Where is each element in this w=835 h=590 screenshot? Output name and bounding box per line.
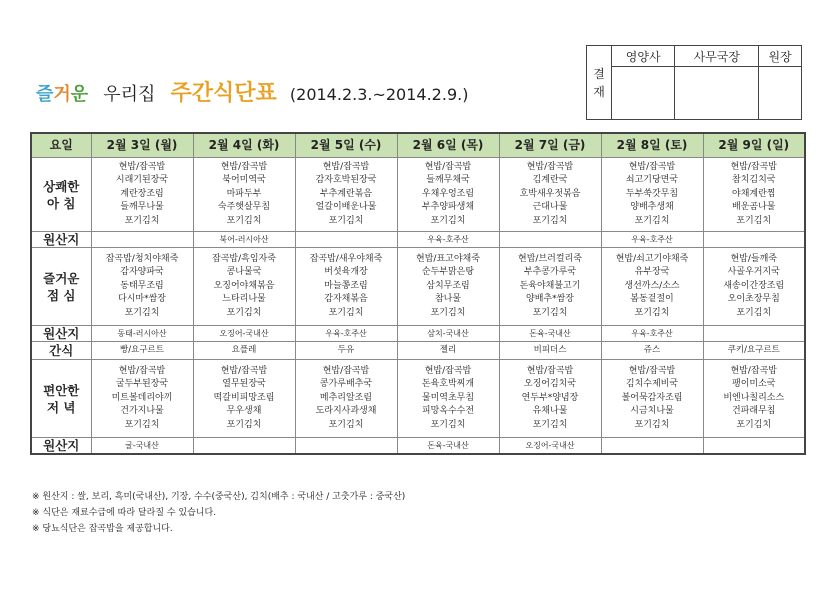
dish: 포기김치 xyxy=(532,307,568,318)
dish: 팽이미소국 xyxy=(732,379,776,390)
dish: 근대나물 xyxy=(532,202,568,213)
meal-cell xyxy=(91,360,193,438)
dish: 포기김치 xyxy=(430,419,466,430)
dish: 느타리나물 xyxy=(222,294,266,305)
origin-cell xyxy=(193,438,295,455)
meal-cell xyxy=(601,360,703,438)
dish: 현밥/잡곡밥 xyxy=(424,365,472,376)
dish: 김치수제비국 xyxy=(625,379,679,390)
dish: 콩가루배추국 xyxy=(319,379,373,390)
approval-role-secretary: 사무국장 xyxy=(675,46,759,67)
dish: 삼치무조림 xyxy=(426,280,470,291)
origin-cell xyxy=(295,438,397,455)
dish: 얼갈이배운나물 xyxy=(315,202,377,213)
dish: 부추콩가루국 xyxy=(523,267,577,278)
dish: 동태무조림 xyxy=(120,280,164,291)
dish: 현밥/잡곡밥 xyxy=(628,365,676,376)
dish: 양배추생채 xyxy=(630,202,674,213)
day-header-mon: 2월 3일 (월) xyxy=(91,133,193,158)
dish: 돈육호박찌개 xyxy=(421,379,475,390)
dish: 포기김치 xyxy=(634,215,670,226)
dish: 감자채볶음 xyxy=(324,294,368,305)
dish: 마늘쫑조림 xyxy=(324,280,368,291)
dish: 양배추*쌈장 xyxy=(526,294,574,305)
day-header-sun: 2월 9일 (일) xyxy=(703,133,805,158)
dish: 두부쑥갓무침 xyxy=(625,188,679,199)
dish: 현밥/잡곡밥 xyxy=(220,365,268,376)
dish: 포기김치 xyxy=(430,307,466,318)
approval-sign-secretary[interactable] xyxy=(675,67,759,120)
snack-cell: 빵/요구르트 xyxy=(91,342,193,360)
dish: 포기김치 xyxy=(328,215,364,226)
dish: 콩나물국 xyxy=(226,267,262,278)
dish: 피망옥수수전 xyxy=(421,406,475,417)
dish: 현밥/잡곡밥 xyxy=(322,161,370,172)
dish: 현밥/잡곡밥 xyxy=(730,161,777,172)
approval-role-director: 원장 xyxy=(759,46,802,67)
dish: 현밥/잡곡밥 xyxy=(220,161,268,172)
dish: 포기김치 xyxy=(124,215,160,226)
dish: 포기김치 xyxy=(430,215,466,226)
snack-cell: 쥬스 xyxy=(601,342,703,360)
dish: 현밥/표고야채죽 xyxy=(416,253,480,264)
lunch-row xyxy=(31,248,805,326)
dish: 메추리알조림 xyxy=(319,392,373,403)
snack-cell: 젤리 xyxy=(397,342,499,360)
dish: 오징어야채볶음 xyxy=(213,280,275,291)
dish: 생선까스/소스 xyxy=(624,280,680,291)
meal-cell xyxy=(295,248,397,326)
dish: 김계란국 xyxy=(532,175,568,186)
day-header-sat: 2월 8일 (토) xyxy=(601,133,703,158)
dish: 현밥/들깨죽 xyxy=(730,253,777,264)
meal-cell xyxy=(703,158,805,232)
dish: 볼어묵감자조림 xyxy=(621,392,683,403)
dish: 우채우엉조림 xyxy=(421,188,475,199)
approval-box xyxy=(586,45,802,120)
meal-cell xyxy=(193,360,295,438)
dish: 현밥/잡곡밥 xyxy=(118,365,166,376)
meal-cell xyxy=(601,248,703,326)
day-header-row xyxy=(31,133,805,158)
day-header-fri: 2월 7일 (금) xyxy=(499,133,601,158)
dish: 감자양파국 xyxy=(120,267,164,278)
breakfast-row xyxy=(31,158,805,232)
dish: 참나물 xyxy=(434,294,462,305)
dinner-row xyxy=(31,360,805,438)
dish: 감자호박된장국 xyxy=(315,175,377,186)
dish: 현밥/잡곡밥 xyxy=(526,365,574,376)
dish: 건파래무침 xyxy=(732,406,776,417)
meal-cell xyxy=(703,360,805,438)
snack-cell: 두유 xyxy=(295,342,397,360)
meal-cell xyxy=(193,158,295,232)
meal-cell xyxy=(295,158,397,232)
dinner-origin-row xyxy=(31,438,805,455)
dish: 오이초장무침 xyxy=(727,294,780,305)
approval-side-label: 결 재 xyxy=(587,46,612,120)
origin-cell xyxy=(601,438,703,455)
dish: 오징어김치국 xyxy=(523,379,577,390)
dish: 비엔나칠리소스 xyxy=(723,392,785,403)
dish: 건가지나물 xyxy=(120,406,164,417)
snack-cell: 쿠키/요구르트 xyxy=(703,342,805,360)
snack-cell: 비피더스 xyxy=(499,342,601,360)
origin-cell: 동태-러시아산 xyxy=(91,326,193,342)
origin-cell xyxy=(295,232,397,248)
dish: 포기김치 xyxy=(328,419,364,430)
meal-cell xyxy=(499,158,601,232)
dish: 호박새우젓볶음 xyxy=(519,188,581,199)
dish: 잡곡밥/새우야채죽 xyxy=(309,253,383,264)
meal-cell xyxy=(499,248,601,326)
meal-cell xyxy=(499,360,601,438)
dish: 떡갈비피망조림 xyxy=(213,392,275,403)
dish: 새송이간장조림 xyxy=(723,280,785,291)
dish: 시래기된장국 xyxy=(115,175,169,186)
dish: 잡곡밥/흑임자죽 xyxy=(212,253,276,264)
dish: 다시마*쌈장 xyxy=(118,294,166,305)
footnote: ※ 원산지 : 쌀, 보리, 흑미(국내산), 기장, 수수(중국산), 김치(배추 : 국내산 / 고춧가루 : 중국산) xyxy=(32,492,406,502)
dish: 포기김치 xyxy=(124,307,160,318)
dish: 포기김치 xyxy=(226,419,262,430)
approval-sign-nutritionist[interactable] xyxy=(612,67,675,120)
footnote: ※ 당뇨식단은 잡곡밥을 제공합니다. xyxy=(32,524,173,534)
dish: 포기김치 xyxy=(532,419,568,430)
dish: 포기김치 xyxy=(634,419,670,430)
snack-row xyxy=(31,342,805,360)
lunch-origin-row xyxy=(31,326,805,342)
dinner-label: 편안한 저 녁 xyxy=(31,360,91,438)
dish: 유부장국 xyxy=(634,267,670,278)
dish: 시금치나물 xyxy=(630,406,674,417)
meal-cell xyxy=(295,360,397,438)
origin-cell: 굴-국내산 xyxy=(91,438,193,455)
dish: 순두부맑은탕 xyxy=(421,267,475,278)
dish: 현밥/쇠고기야채죽 xyxy=(615,253,689,264)
dish: 북어미역국 xyxy=(222,175,266,186)
dish: 현밥/잡곡밥 xyxy=(322,365,370,376)
dish: 현밥/잡곡밥 xyxy=(628,161,676,172)
dish: 포기김치 xyxy=(736,307,772,318)
dish: 숙주햇살무침 xyxy=(217,202,271,213)
meal-cell xyxy=(397,158,499,232)
dish: 무우생채 xyxy=(226,406,262,417)
origin-cell: 삼치-국내산 xyxy=(397,326,499,342)
dish: 야채계란찜 xyxy=(732,188,776,199)
footnotes xyxy=(32,489,405,537)
meal-cell xyxy=(91,158,193,232)
approval-sign-director[interactable] xyxy=(759,67,802,120)
origin-label: 원산지 xyxy=(31,438,91,455)
dish: 계란장조림 xyxy=(120,188,164,199)
day-header-wed: 2월 5일 (수) xyxy=(295,133,397,158)
dish: 배운곰나물 xyxy=(732,202,776,213)
origin-cell xyxy=(703,232,805,248)
meal-cell xyxy=(397,360,499,438)
origin-cell: 돈육-국내산 xyxy=(499,326,601,342)
menu-period: (2014.2.3.~2014.2.9.) xyxy=(289,85,469,104)
day-header-tue: 2월 4일 (화) xyxy=(193,133,295,158)
lunch-label: 즐거운 점 심 xyxy=(31,248,91,326)
origin-cell xyxy=(703,326,805,342)
dish: 돈육야채불고기 xyxy=(519,280,581,291)
dish: 연두부*양념장 xyxy=(521,392,579,403)
heading-glyph-2: 거 xyxy=(53,84,71,105)
dish: 현밥/잡곡밥 xyxy=(526,161,574,172)
dish: 포기김치 xyxy=(226,307,262,318)
dish: 마파두부 xyxy=(226,188,262,199)
dish: 미트볼데리야끼 xyxy=(111,392,173,403)
dish: 유채나물 xyxy=(532,406,568,417)
dish: 버섯육개장 xyxy=(324,267,368,278)
origin-label: 원산지 xyxy=(31,232,91,248)
origin-cell xyxy=(499,232,601,248)
heading-glyph-3: 운 xyxy=(70,84,89,105)
breakfast-origin-row xyxy=(31,232,805,248)
meal-cell xyxy=(397,248,499,326)
origin-label: 원산지 xyxy=(31,326,91,342)
heading-glyph-1: 즐 xyxy=(36,84,54,105)
origin-cell: 돈육-국내산 xyxy=(397,438,499,455)
dish: 사골우거지국 xyxy=(727,267,780,278)
approval-role-nutritionist: 영양사 xyxy=(612,46,675,67)
origin-cell: 우육-호주산 xyxy=(295,326,397,342)
heading-house-name: 우리집 xyxy=(103,84,156,105)
origin-cell: 우육-호주산 xyxy=(601,326,703,342)
dish: 포기김치 xyxy=(328,307,364,318)
dish: 포기김치 xyxy=(124,419,160,430)
meal-cell xyxy=(601,158,703,232)
dish: 부추계란볶음 xyxy=(319,188,373,199)
dish: 현밥/잡곡밥 xyxy=(424,161,472,172)
dish: 열무된장국 xyxy=(222,379,266,390)
page-title: 주간식단표 xyxy=(170,81,277,106)
dish: 쇠고기당면국 xyxy=(625,175,679,186)
dish: 현밥/잡곡밥 xyxy=(118,161,166,172)
origin-cell xyxy=(91,232,193,248)
dish: 포기김치 xyxy=(634,307,670,318)
dish: 포기김치 xyxy=(226,215,262,226)
origin-cell: 북어-러시아산 xyxy=(193,232,295,248)
dish: 잡곡밥/청치야채죽 xyxy=(105,253,179,264)
dish: 참치김치국 xyxy=(732,175,776,186)
snack-label: 간식 xyxy=(31,342,91,360)
dish: 현밥/잡곡밥 xyxy=(730,365,777,376)
breakfast-label: 상쾌한 아 침 xyxy=(31,158,91,232)
dish: 현밥/브러컬리죽 xyxy=(518,253,582,264)
dish: 굴두부된장국 xyxy=(115,379,169,390)
origin-cell: 오징어-국내산 xyxy=(499,438,601,455)
dish: 부추양파생채 xyxy=(421,202,475,213)
origin-cell: 우육-호주산 xyxy=(601,232,703,248)
snack-cell: 요플레 xyxy=(193,342,295,360)
weekly-menu-table xyxy=(30,132,806,455)
origin-cell xyxy=(703,438,805,455)
dish: 도라지사과생채 xyxy=(315,406,377,417)
dish: 들깨무나물 xyxy=(120,202,164,213)
day-column-header: 요일 xyxy=(31,133,91,158)
dish: 들깨무채국 xyxy=(426,175,470,186)
meal-cell xyxy=(91,248,193,326)
meal-cell xyxy=(703,248,805,326)
dish: 물미역초무침 xyxy=(421,392,475,403)
footnote: ※ 식단은 재료수급에 따라 달라질 수 있습니다. xyxy=(32,508,217,518)
dish: 포기김치 xyxy=(736,215,772,226)
dish: 포기김치 xyxy=(736,419,772,430)
meal-cell xyxy=(193,248,295,326)
origin-cell: 우육-호주산 xyxy=(397,232,499,248)
menu-heading xyxy=(36,76,468,107)
dish: 봄동겉절이 xyxy=(630,294,674,305)
dish: 포기김치 xyxy=(532,215,568,226)
origin-cell: 오징어-국내산 xyxy=(193,326,295,342)
day-header-thu: 2월 6일 (목) xyxy=(397,133,499,158)
